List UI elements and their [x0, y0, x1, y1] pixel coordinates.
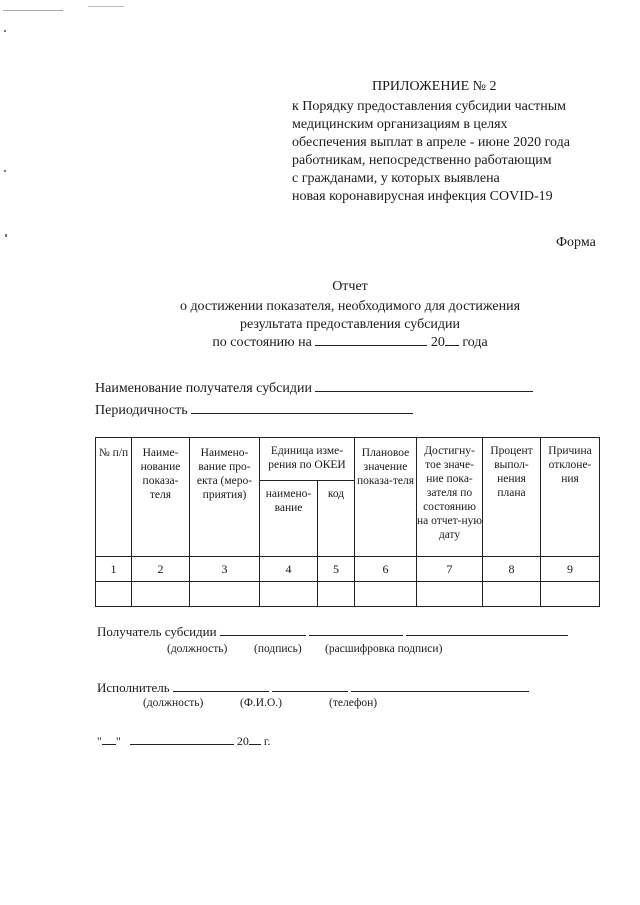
- column-number: 9: [541, 557, 600, 582]
- executor-row: [97, 680, 529, 696]
- caption-executor-name: (Ф.И.О.): [240, 697, 282, 709]
- header-project-name: Наимено-вание про-екта (меро-приятия): [190, 438, 260, 557]
- report-subtitle-line2: результата предоставления субсидии: [239, 317, 461, 332]
- report-subtitle-line1: о достижении показателя, необходимого для достижения: [179, 299, 521, 314]
- report-table: [95, 437, 600, 607]
- table-data-row: [96, 582, 600, 607]
- date-open-quote: ": [97, 734, 102, 748]
- date-day-field[interactable]: [102, 744, 116, 745]
- executor-position-field[interactable]: [173, 691, 269, 692]
- table-cell[interactable]: [260, 582, 318, 607]
- scan-speck: [4, 170, 6, 172]
- appendix-line: с гражданами, у которых выявлена: [292, 171, 500, 186]
- table-header-row: [96, 438, 600, 481]
- recipient-decode-field[interactable]: [406, 635, 568, 636]
- table-number-row: [96, 557, 600, 582]
- date-year-prefix: 20: [236, 734, 249, 748]
- table-cell[interactable]: [96, 582, 132, 607]
- scan-speck: [5, 234, 7, 237]
- form-label: Форма: [556, 235, 596, 250]
- table-cell[interactable]: [541, 582, 600, 607]
- date-line: [97, 734, 270, 749]
- scan-speck: [88, 6, 124, 7]
- scan-speck: [4, 30, 6, 32]
- recipient-signature-label: Получатель субсидии: [97, 624, 217, 639]
- executor-phone-field[interactable]: [351, 691, 529, 692]
- column-number: 5: [318, 557, 355, 582]
- column-number: 7: [417, 557, 483, 582]
- table-cell[interactable]: [417, 582, 483, 607]
- report-date-suffix: года: [462, 335, 488, 350]
- header-achieved-value: Достигну-тое значе-ние пока-зателя по состоянию на отчет-ную дату: [417, 438, 483, 557]
- header-plan-percent: Процент выпол-нения плана: [483, 438, 541, 557]
- appendix-line: медицинским организациям в целях: [292, 117, 508, 132]
- header-okei-unit: Единица изме-рения по ОКЕИ: [260, 438, 355, 481]
- header-num: № п/п: [96, 438, 132, 557]
- date-year-field[interactable]: [249, 744, 261, 745]
- executor-captions: [0, 696, 640, 712]
- table-cell[interactable]: [483, 582, 541, 607]
- table-cell[interactable]: [132, 582, 190, 607]
- recipient-position-field[interactable]: [220, 635, 306, 636]
- column-number: 8: [483, 557, 541, 582]
- periodicity-field[interactable]: [191, 413, 413, 414]
- header-planned-value: Плановое значение показа-теля: [355, 438, 417, 557]
- column-number: 3: [190, 557, 260, 582]
- caption-executor-phone: (телефон): [329, 697, 378, 709]
- header-unit-name: наимено-вание: [260, 481, 318, 557]
- appendix-title: ПРИЛОЖЕНИЕ № 2: [372, 79, 497, 94]
- column-number: 6: [355, 557, 417, 582]
- column-number: 4: [260, 557, 318, 582]
- appendix-text: [292, 98, 570, 206]
- report-date-field[interactable]: [315, 345, 427, 346]
- date-close-quote: ": [115, 734, 121, 748]
- scan-speck: [3, 10, 63, 11]
- appendix-line: работникам, непосредственно работающим: [292, 153, 552, 168]
- date-month-field[interactable]: [130, 744, 234, 745]
- recipient-signature-row: [97, 624, 568, 640]
- caption-signature: (подпись): [254, 643, 302, 655]
- report-date-year: 20: [430, 335, 445, 350]
- column-number: 2: [132, 557, 190, 582]
- recipient-captions: [0, 642, 640, 658]
- header-deviation-reason: Причина отклоне-ния: [541, 438, 600, 557]
- periodicity-row: [95, 402, 413, 420]
- report-date-prefix: по состоянию на: [212, 335, 312, 350]
- appendix-line: новая коронавирусная инфекция COVID-19: [292, 189, 553, 204]
- table-cell[interactable]: [190, 582, 260, 607]
- periodicity-label: Периодичность: [95, 403, 188, 418]
- column-number: 1: [96, 557, 132, 582]
- report-year-field[interactable]: [445, 345, 459, 346]
- caption-position: (должность): [167, 643, 228, 655]
- header-indicator-name: Наиме-нование показа-теля: [132, 438, 190, 557]
- report-title-block: [90, 278, 610, 352]
- recipient-name-label: Наименование получателя субсидии: [95, 381, 312, 396]
- recipient-sign-field[interactable]: [309, 635, 403, 636]
- executor-name-field[interactable]: [272, 691, 348, 692]
- caption-executor-position: (должность): [143, 697, 204, 709]
- table-cell[interactable]: [355, 582, 417, 607]
- appendix-line: обеспечения выплат в апреле - июне 2020 года: [292, 135, 570, 150]
- header-unit-code: код: [318, 481, 355, 557]
- report-date-line: [90, 334, 610, 352]
- appendix-line: к Порядку предоставления субсидии частным: [292, 99, 566, 114]
- recipient-name-field[interactable]: [315, 391, 533, 392]
- table-cell[interactable]: [318, 582, 355, 607]
- date-suffix: г.: [263, 734, 271, 748]
- recipient-name-row: [95, 380, 533, 398]
- executor-label: Исполнитель: [97, 680, 170, 695]
- report-title: Отчет: [332, 279, 368, 294]
- caption-decoding: (расшифровка подписи): [325, 643, 443, 655]
